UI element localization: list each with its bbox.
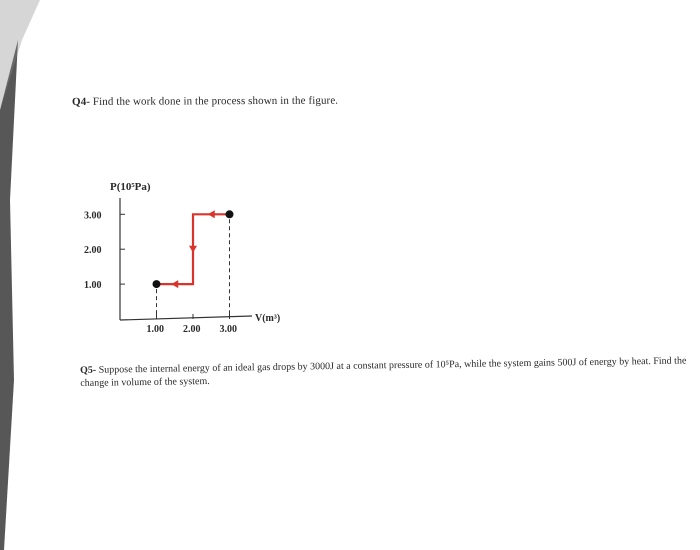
y-tick-label: 3.00 [84, 210, 102, 222]
question-5-text: Suppose the internal energy of an ideal gas drops by 3000J at a constant pressure of 10⁵Pa, while the system gains 500J of energy by heat. Find the change in volume of the system. [80, 355, 687, 389]
x-tick-label: 1.00 [146, 324, 164, 335]
arrowhead [208, 210, 215, 218]
arrowhead [189, 246, 197, 253]
question-5-number: Q5- [80, 364, 97, 376]
question-4-text: Find the work done in the process shown in the figure. [92, 94, 339, 108]
state-point [153, 280, 161, 288]
state-point [226, 210, 234, 218]
y-axis-label: P(10⁵Pa) [110, 181, 151, 193]
arrowhead [171, 280, 178, 288]
y-tick-label: 1.00 [84, 280, 102, 292]
x-axis-label: V(m³) [255, 313, 281, 324]
y-tick-label: 2.00 [84, 245, 102, 257]
x-tick-label: 2.00 [183, 324, 201, 335]
tick-labels [84, 210, 237, 335]
x-tick-label: 3.00 [219, 324, 237, 335]
process-path [157, 210, 230, 288]
ticks [120, 214, 230, 319]
x-axis [120, 316, 252, 320]
question-4-number: Q4- [72, 95, 91, 108]
